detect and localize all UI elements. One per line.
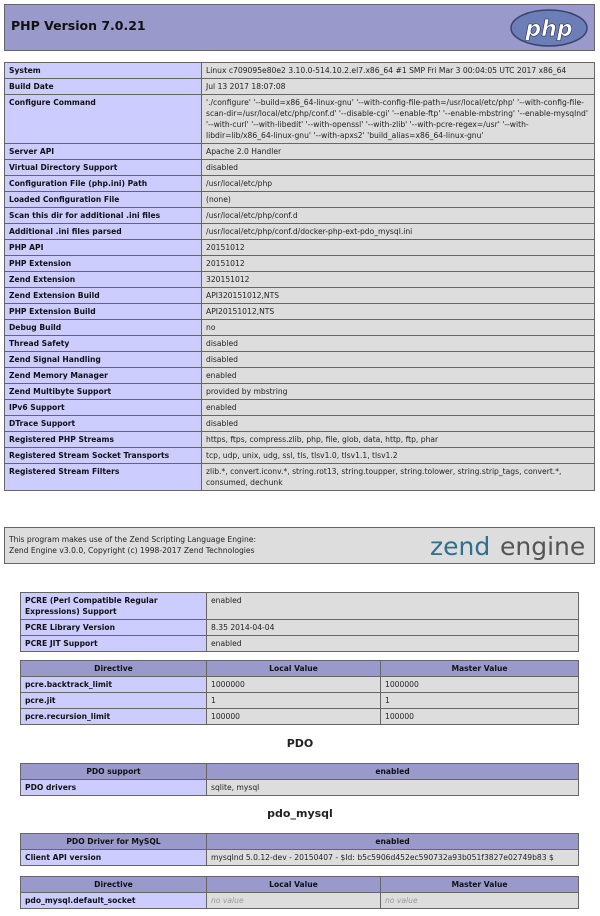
master-value: 100000: [381, 709, 579, 725]
system-info-row: [5, 288, 595, 304]
system-info-value: (none): [202, 192, 595, 208]
pcre-info-row: [21, 620, 579, 636]
pdo-enabled-header: enabled: [207, 764, 579, 780]
pdo-table: [20, 763, 579, 796]
system-info-value: './configure' '--build=x86_64-linux-gnu' '--with-config-file-path=/usr/local/etc/php' '--with-config-file-scan-dir=/usr/local/etc/php/conf.d' '--disable-cgi' '--enable-ftp' '--enable-mbstring' '--enable-mysqlnd' '--with-curl' '--with-libedit' '--with-openssl' '--with-zlib' '--with-pcre-regex=/usr' '--with-libdir=lib/x86_64-linux-gnu' '--with-apxs2' 'build_alias=x86_64-linux-gnu': [202, 95, 595, 144]
local-value: 100000: [207, 709, 381, 725]
system-info-label: Zend Signal Handling: [5, 352, 202, 368]
system-info-row: [5, 352, 595, 368]
pdo-mysql-directives-table: [20, 876, 579, 909]
system-info-value: disabled: [202, 416, 595, 432]
system-info-value: tcp, udp, unix, udg, ssl, tls, tlsv1.0, tlsv1.1, tlsv1.2: [202, 448, 595, 464]
system-info-table: [4, 62, 595, 491]
system-info-row: [5, 368, 595, 384]
system-info-label: PHP API: [5, 240, 202, 256]
pdo-mysql-driver-header: PDO Driver for MySQL: [21, 834, 207, 850]
system-info-label: Registered Stream Socket Transports: [5, 448, 202, 464]
system-info-value: enabled: [202, 368, 595, 384]
pcre-directive-row: [21, 709, 579, 725]
system-info-label: Debug Build: [5, 320, 202, 336]
pcre-info-row: [21, 636, 579, 652]
master-value: 1000000: [381, 677, 579, 693]
system-info-label: Thread Safety: [5, 336, 202, 352]
system-info-row: [5, 79, 595, 95]
directive-header: Directive: [21, 877, 207, 893]
system-info-label: Server API: [5, 144, 202, 160]
system-info-row: [5, 448, 595, 464]
pcre-info-row: [21, 593, 579, 620]
system-info-value: API320151012,NTS: [202, 288, 595, 304]
pdo-section-title: PDO: [286, 737, 314, 750]
directive-name: pcre.recursion_limit: [21, 709, 207, 725]
system-info-label: Configure Command: [5, 95, 202, 144]
system-info-value: API20151012,NTS: [202, 304, 595, 320]
pcre-directives-table: [20, 660, 579, 725]
system-info-value: no: [202, 320, 595, 336]
default-socket-label: pdo_mysql.default_socket: [21, 893, 207, 909]
zend-engine-logo: [430, 530, 590, 562]
system-info-label: Loaded Configuration File: [5, 192, 202, 208]
system-info-row: [5, 400, 595, 416]
pcre-directive-row: [21, 677, 579, 693]
local-value-header: Local Value: [207, 877, 381, 893]
php-logo-text: php: [525, 17, 573, 42]
system-info-label: Scan this dir for additional .ini files: [5, 208, 202, 224]
system-info-label: Zend Extension: [5, 272, 202, 288]
engine-logo-text: engine: [500, 532, 586, 561]
system-info-label: PHP Extension: [5, 256, 202, 272]
pcre-info-value: enabled: [207, 593, 579, 620]
system-info-label: Registered Stream Filters: [5, 464, 202, 491]
local-value: 1: [207, 693, 381, 709]
system-info-label: System: [5, 63, 202, 79]
system-info-label: Registered PHP Streams: [5, 432, 202, 448]
pcre-directive-row: [21, 693, 579, 709]
client-api-label: Client API version: [21, 850, 207, 866]
system-info-row: [5, 63, 595, 79]
zend-logo-text: zend: [430, 532, 491, 561]
system-info-row: [5, 256, 595, 272]
system-info-label: Zend Multibyte Support: [5, 384, 202, 400]
system-info-value: provided by mbstring: [202, 384, 595, 400]
system-info-row: [5, 272, 595, 288]
system-info-value: 20151012: [202, 240, 595, 256]
pdo-mysql-section-title: pdo_mysql: [267, 807, 333, 820]
pdo-mysql-enabled-header: enabled: [207, 834, 579, 850]
directive-header: Directive: [21, 661, 207, 677]
system-info-value: 20151012: [202, 256, 595, 272]
system-info-row: [5, 144, 595, 160]
pcre-info-value: enabled: [207, 636, 579, 652]
system-info-row: [5, 208, 595, 224]
system-info-value: disabled: [202, 160, 595, 176]
php-logo: [510, 9, 588, 47]
page-title: PHP Version 7.0.21: [11, 18, 146, 33]
system-info-value: Jul 13 2017 18:07:08: [202, 79, 595, 95]
system-info-row: [5, 320, 595, 336]
system-info-label: Configuration File (php.ini) Path: [5, 176, 202, 192]
pcre-info-label: PCRE Library Version: [21, 620, 207, 636]
pdo-drivers-label: PDO drivers: [21, 780, 207, 796]
system-info-row: [5, 176, 595, 192]
system-info-label: PHP Extension Build: [5, 304, 202, 320]
system-info-value: enabled: [202, 400, 595, 416]
master-value-header: Master Value: [381, 661, 579, 677]
system-info-row: [5, 432, 595, 448]
system-info-row: [5, 384, 595, 400]
system-info-value: /usr/local/etc/php/conf.d: [202, 208, 595, 224]
zend-line-1: This program makes use of the Zend Scripting Language Engine:: [9, 535, 257, 544]
system-info-label: DTrace Support: [5, 416, 202, 432]
system-info-row: [5, 95, 595, 144]
system-info-label: Additional .ini files parsed: [5, 224, 202, 240]
client-api-value: mysqlnd 5.0.12-dev - 20150407 - $Id: b5c5906d452ec590732a93b051f3827e02749b83 $: [207, 850, 579, 866]
system-info-value: Apache 2.0 Handler: [202, 144, 595, 160]
system-info-row: [5, 416, 595, 432]
pcre-info-table: [20, 592, 579, 652]
system-info-value: 320151012: [202, 272, 595, 288]
pdo-support-header: PDO support: [21, 764, 207, 780]
system-info-label: Zend Memory Manager: [5, 368, 202, 384]
system-info-value: /usr/local/etc/php: [202, 176, 595, 192]
master-value: 1: [381, 693, 579, 709]
pcre-info-label: PCRE (Perl Compatible Regular Expressions) Support: [21, 593, 207, 620]
system-info-label: Build Date: [5, 79, 202, 95]
system-info-row: [5, 464, 595, 491]
system-info-row: [5, 304, 595, 320]
pdo-mysql-table: [20, 833, 579, 866]
directive-name: pcre.backtrack_limit: [21, 677, 207, 693]
system-info-value: /usr/local/etc/php/conf.d/docker-php-ext-pdo_mysql.ini: [202, 224, 595, 240]
system-info-label: IPv6 Support: [5, 400, 202, 416]
pcre-info-label: PCRE JIT Support: [21, 636, 207, 652]
system-info-row: [5, 224, 595, 240]
system-info-value: zlib.*, convert.iconv.*, string.rot13, string.toupper, string.tolower, string.strip_tags, convert.*, consumed, dechunk: [202, 464, 595, 491]
master-value-header: Master Value: [381, 877, 579, 893]
system-info-row: [5, 336, 595, 352]
system-info-label: Zend Extension Build: [5, 288, 202, 304]
pdo-drivers-value: sqlite, mysql: [207, 780, 579, 796]
system-info-label: Virtual Directory Support: [5, 160, 202, 176]
zend-line-2: Zend Engine v3.0.0, Copyright (c) 1998-2017 Zend Technologies: [9, 546, 255, 555]
system-info-value: disabled: [202, 352, 595, 368]
system-info-value: https, ftps, compress.zlib, php, file, glob, data, http, ftp, phar: [202, 432, 595, 448]
system-info-value: disabled: [202, 336, 595, 352]
system-info-row: [5, 160, 595, 176]
local-value-header: Local Value: [207, 661, 381, 677]
default-socket-local-value: no value: [211, 896, 244, 905]
local-value: 1000000: [207, 677, 381, 693]
system-info-value: Linux c709095e80e2 3.10.0-514.10.2.el7.x86_64 #1 SMP Fri Mar 3 00:04:05 UTC 2017 x86_64: [202, 63, 595, 79]
system-info-row: [5, 240, 595, 256]
zend-engine-box: [4, 527, 595, 564]
system-info-row: [5, 192, 595, 208]
default-socket-master-value: no value: [385, 896, 418, 905]
directive-name: pcre.jit: [21, 693, 207, 709]
php-version-header: [4, 4, 595, 51]
pcre-info-value: 8.35 2014-04-04: [207, 620, 579, 636]
